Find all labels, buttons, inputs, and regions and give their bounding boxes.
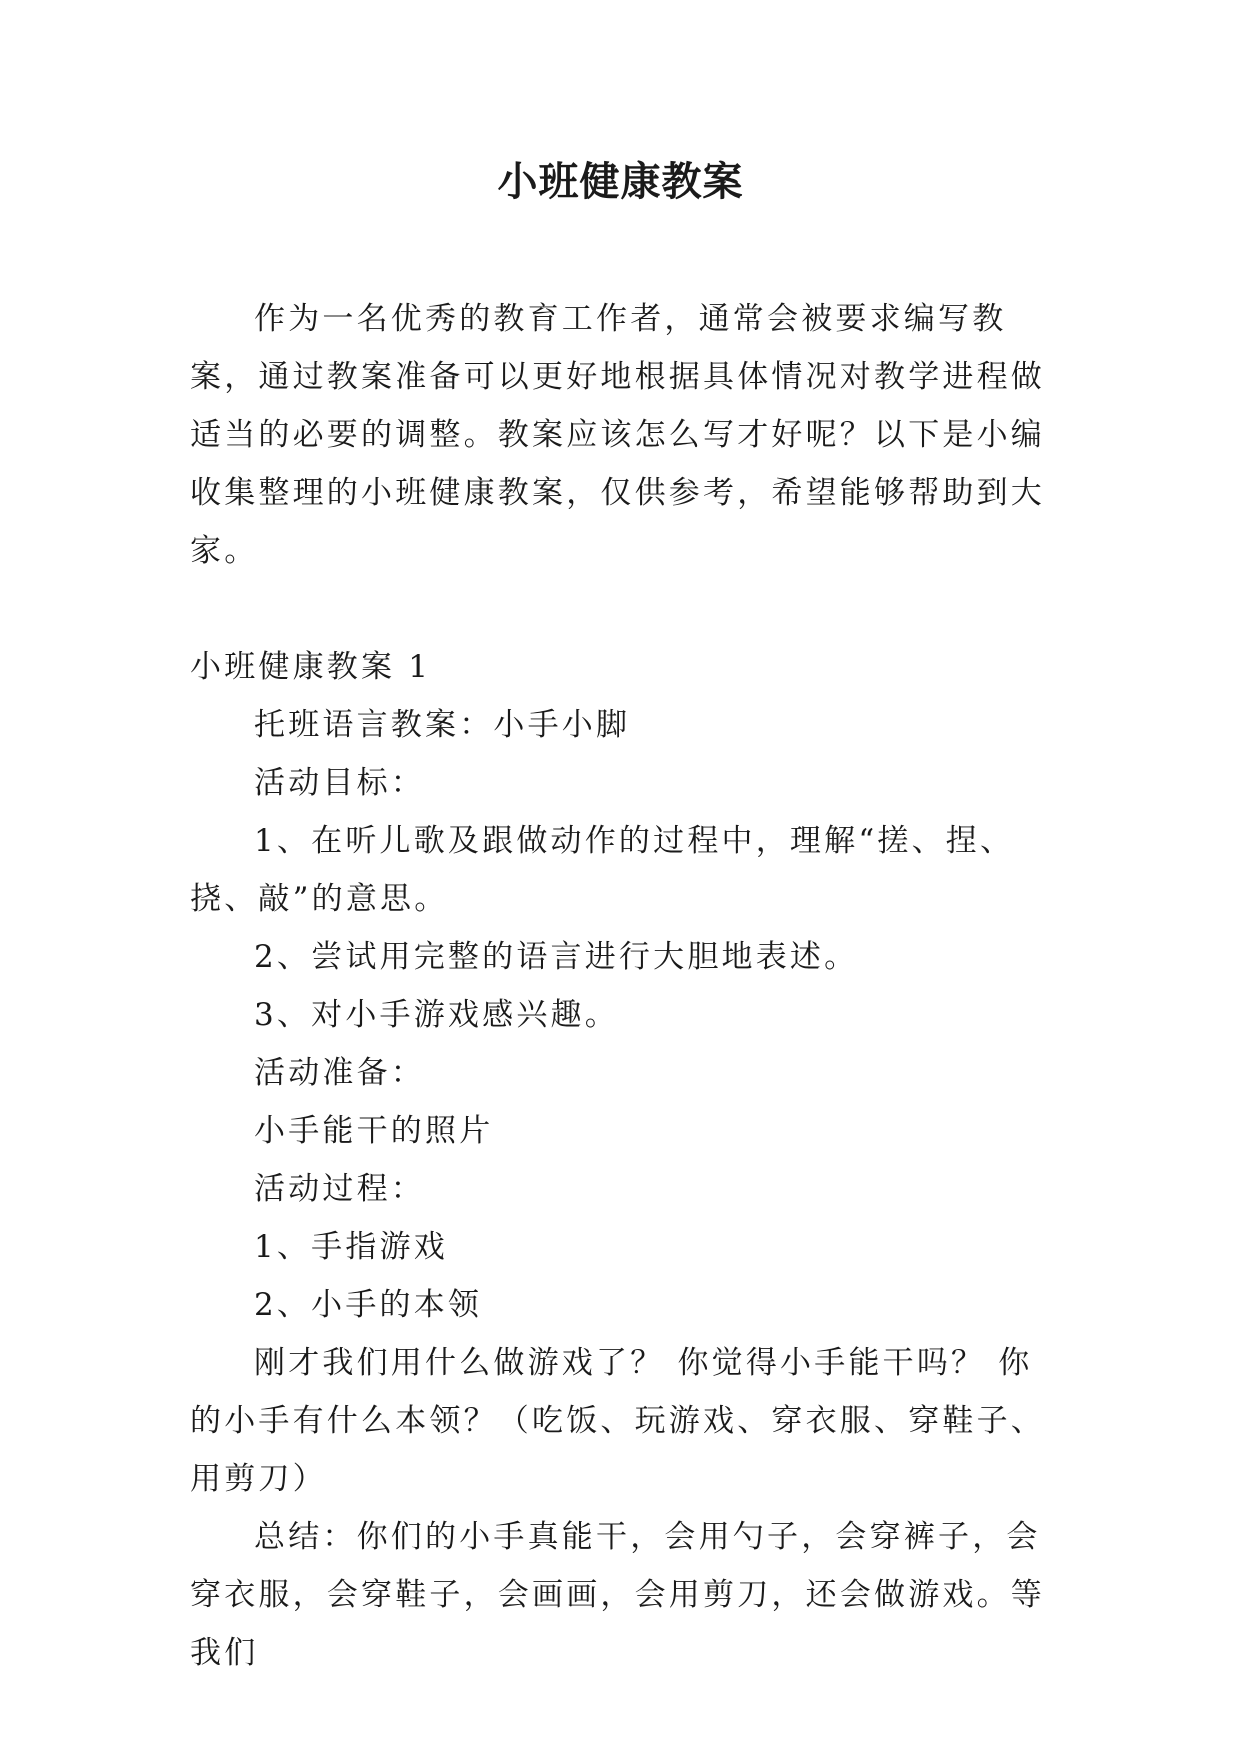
preparation-heading: 活动准备：: [254, 1055, 425, 1091]
process-step: 1、手指游戏: [254, 1229, 448, 1265]
summary-paragraph: 总结：你们的小手真能干，会用勺子，会穿裤子，会穿衣服，会穿鞋子，会画画，会用剪刀，还会做游戏。等我们: [190, 1519, 1045, 1671]
body-paragraph: 刚才我们用什么做游戏了？ 你觉得小手能干吗？ 你的小手有什么本领？（吃饭、玩游戏、穿衣服、穿鞋子、用剪刀）: [190, 1345, 1045, 1497]
document-title: 小班健康教案: [497, 158, 744, 205]
process-heading: 活动过程：: [254, 1171, 425, 1207]
paragraph-gap: [190, 580, 1060, 638]
objective-item: 3、对小手游戏感兴趣。: [254, 997, 619, 1033]
objectives-heading: 活动目标：: [254, 765, 425, 801]
preparation-item: 小手能干的照片: [254, 1113, 494, 1149]
intro-paragraph: 作为一名优秀的教育工作者，通常会被要求编写教案，通过教案准备可以更好地根据具体情况对教学进程做适当的必要的调整。教案应该怎么写才好呢？以下是小编收集整理的小班健康教案，仅供参考，希望能够帮助到大家。: [190, 301, 1045, 569]
objective-item: 2、尝试用完整的语言进行大胆地表述。: [254, 939, 859, 975]
lesson-title: 托班语言教案：小手小脚: [254, 707, 631, 743]
section-heading: 小班健康教案 1: [190, 649, 432, 685]
objective-item: 1、在听儿歌及跟做动作的过程中，理解“搓、捏、挠、敲”的意思。: [190, 823, 1015, 917]
document-body: [190, 290, 1060, 1682]
process-step: 2、小手的本领: [254, 1287, 483, 1323]
